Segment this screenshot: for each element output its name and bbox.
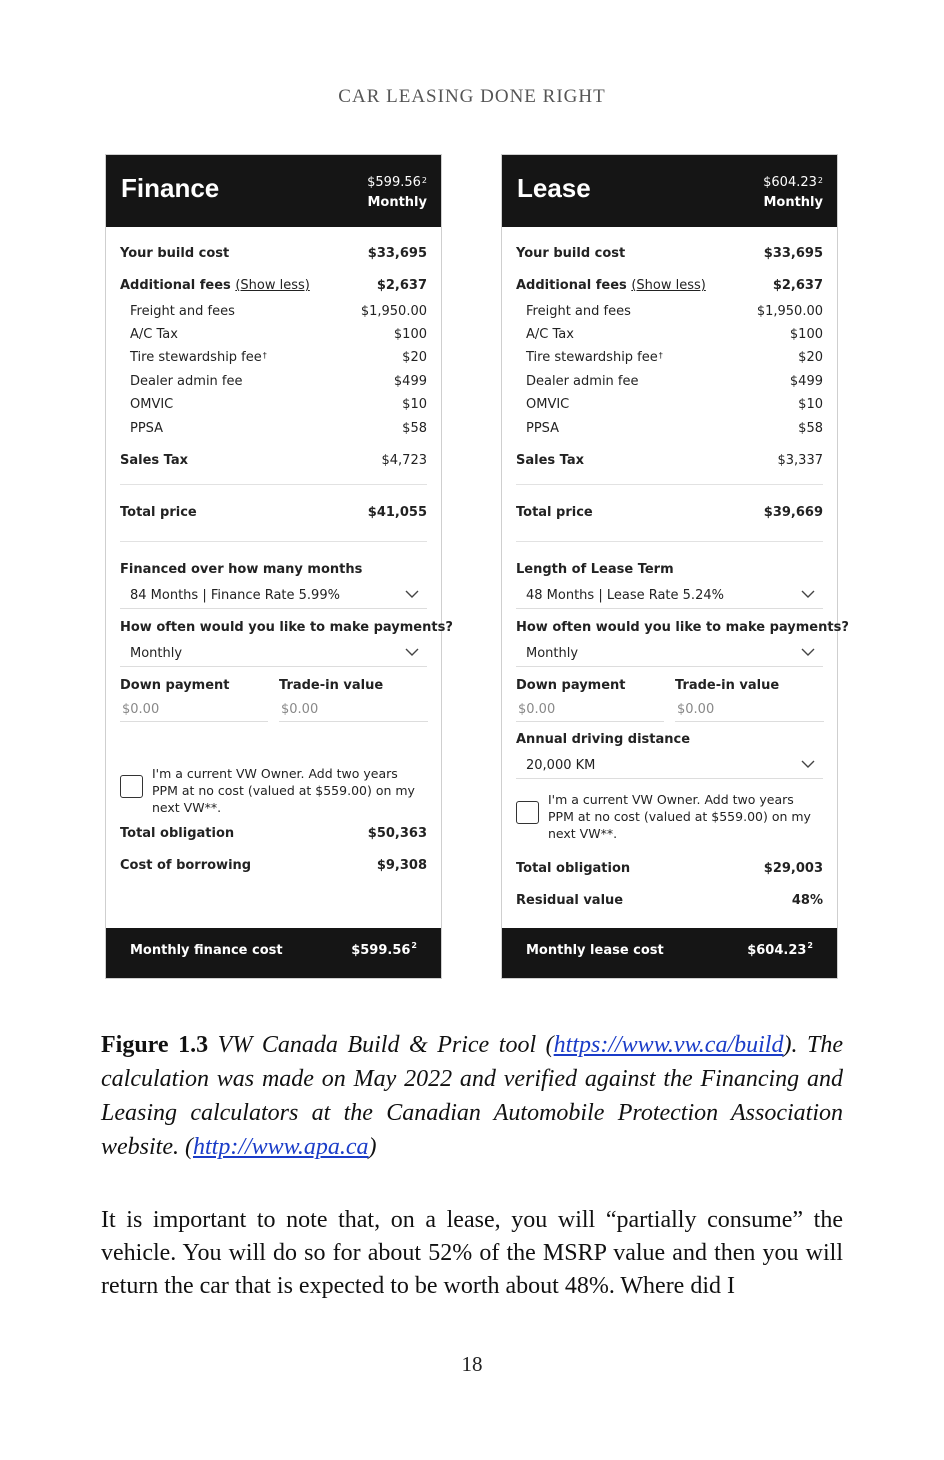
fee-value: $1,950.00 bbox=[360, 304, 427, 319]
frequency-label: How often would you like to make payments? bbox=[516, 620, 849, 635]
divider bbox=[516, 541, 823, 542]
build-cost-value: $33,695 bbox=[763, 246, 823, 261]
chevron-down-icon bbox=[801, 757, 815, 771]
fee-value: $100 bbox=[393, 327, 427, 342]
lease-title: Lease bbox=[517, 173, 591, 203]
finance-footer bbox=[106, 928, 441, 978]
down-payment-label: Down payment bbox=[516, 678, 626, 693]
vw-build-link[interactable]: https://www.vw.ca/build bbox=[553, 1032, 784, 1058]
figure-caption bbox=[101, 1028, 843, 1164]
total-price-row bbox=[516, 503, 823, 523]
lease-period: Monthly bbox=[763, 195, 823, 210]
fee-value: $58 bbox=[798, 421, 823, 436]
additional-fees-value: $2,637 bbox=[376, 278, 427, 293]
show-less-link[interactable]: (Show less) bbox=[235, 278, 310, 293]
total-obligation-value: $29,003 bbox=[763, 861, 823, 876]
additional-fees-label: Additional fees bbox=[516, 278, 627, 293]
caption-text: ) bbox=[368, 1134, 377, 1160]
monthly-cost-label: Monthly lease cost bbox=[526, 943, 664, 958]
finance-panel bbox=[105, 154, 453, 979]
page-number: 18 bbox=[461, 1352, 483, 1376]
total-price-label: Total price bbox=[120, 505, 197, 520]
fee-row bbox=[120, 372, 427, 392]
total-obligation-row bbox=[516, 859, 823, 879]
down-payment-label: Down payment bbox=[120, 678, 230, 693]
total-obligation-value: $50,363 bbox=[367, 826, 427, 841]
build-cost-row bbox=[120, 244, 427, 264]
fee-row bbox=[120, 325, 427, 345]
frequency-label: How often would you like to make payments? bbox=[120, 620, 453, 635]
fee-label: Freight and fees bbox=[526, 304, 631, 319]
fee-label: OMVIC bbox=[526, 397, 570, 412]
total-price-label: Total price bbox=[516, 505, 593, 520]
fee-row bbox=[120, 395, 427, 415]
build-cost-label: Your build cost bbox=[120, 246, 230, 261]
fee-label: PPSA bbox=[526, 421, 560, 436]
build-cost-label: Your build cost bbox=[516, 246, 626, 261]
fee-label: A/C Tax bbox=[130, 327, 178, 342]
divider bbox=[120, 541, 427, 542]
additional-fees-row bbox=[516, 276, 823, 296]
lease-monthly-price: $604.23 bbox=[763, 175, 817, 190]
fee-value: $10 bbox=[798, 397, 823, 412]
fee-value: $20 bbox=[798, 350, 823, 365]
fee-value: $1,950.00 bbox=[756, 304, 823, 319]
caption-text: VW Canada Build & Price tool ( bbox=[217, 1032, 554, 1058]
frequency-select[interactable] bbox=[516, 641, 823, 667]
distance-select[interactable] bbox=[516, 753, 823, 779]
chevron-down-icon bbox=[405, 645, 419, 659]
cost-of-borrowing-value: $9,308 bbox=[376, 858, 427, 873]
fee-label: Freight and fees bbox=[130, 304, 235, 319]
build-cost-row bbox=[516, 244, 823, 264]
fee-label: Dealer admin fee bbox=[130, 374, 243, 389]
fee-value: $58 bbox=[402, 421, 427, 436]
term-label: Length of Lease Term bbox=[516, 562, 674, 577]
finance-header bbox=[106, 155, 441, 227]
sales-tax-row bbox=[120, 451, 427, 471]
term-label: Financed over how many months bbox=[120, 562, 363, 577]
show-less-link[interactable]: (Show less) bbox=[631, 278, 706, 293]
frequency-select-value: Monthly bbox=[526, 646, 579, 661]
fee-value: $20 bbox=[402, 350, 427, 365]
sales-tax-label: Sales Tax bbox=[120, 453, 189, 468]
monthly-cost-value: $604.23 bbox=[747, 943, 807, 958]
total-obligation-label: Total obligation bbox=[516, 861, 631, 876]
down-payment-input[interactable]: $0.00 bbox=[516, 698, 664, 722]
build-cost-value: $33,695 bbox=[367, 246, 427, 261]
total-obligation-row bbox=[120, 824, 427, 844]
sales-tax-value: $4,723 bbox=[381, 453, 427, 468]
lease-header bbox=[502, 155, 837, 227]
fee-label: Tire stewardship fee bbox=[130, 350, 262, 365]
footnote-marker: † bbox=[262, 351, 267, 360]
residual-value-value: 48% bbox=[791, 893, 823, 908]
caption-text: ). The calculation was made on May 2022 and verified against the Financing and Leasing calculators at the Canadian Automobile Protection Association website. ( bbox=[101, 1032, 844, 1160]
fee-row bbox=[120, 302, 427, 322]
chevron-down-icon bbox=[801, 587, 815, 601]
divider bbox=[120, 484, 427, 485]
cost-of-borrowing-row bbox=[120, 856, 427, 876]
fee-row bbox=[120, 419, 427, 439]
lease-header-price bbox=[763, 173, 823, 213]
frequency-select[interactable] bbox=[120, 641, 427, 667]
term-select-value: 84 Months | Finance Rate 5.99% bbox=[130, 588, 340, 603]
finance-period: Monthly bbox=[367, 195, 427, 210]
residual-value-label: Residual value bbox=[516, 893, 624, 908]
distance-select-value: 20,000 KM bbox=[526, 758, 596, 773]
total-price-row bbox=[120, 503, 427, 523]
fee-row bbox=[516, 348, 823, 368]
term-select-value: 48 Months | Lease Rate 5.24% bbox=[526, 588, 724, 603]
fee-row bbox=[516, 325, 823, 345]
trade-in-input[interactable]: $0.00 bbox=[279, 698, 428, 722]
fee-row bbox=[516, 395, 823, 415]
vw-owner-option bbox=[120, 759, 427, 815]
vw-owner-text: I'm a current VW Owner. Add two years PPM at no cost (valued at $559.00) on my next VW**. bbox=[548, 792, 811, 841]
lease-footer bbox=[502, 928, 837, 978]
fee-value: $499 bbox=[789, 374, 823, 389]
residual-value-row bbox=[516, 891, 823, 911]
footnote-marker: 2 bbox=[411, 941, 417, 950]
cost-of-borrowing-label: Cost of borrowing bbox=[120, 858, 252, 873]
monthly-cost-value: $599.56 bbox=[351, 943, 411, 958]
monthly-cost-label: Monthly finance cost bbox=[130, 943, 283, 958]
fee-row bbox=[516, 419, 823, 439]
figure-number: Figure 1.3 bbox=[101, 1032, 209, 1058]
trade-in-label: Trade-in value bbox=[675, 678, 780, 693]
total-obligation-label: Total obligation bbox=[120, 826, 235, 841]
fee-row bbox=[516, 372, 823, 392]
divider bbox=[516, 484, 823, 485]
distance-label: Annual driving distance bbox=[516, 732, 691, 747]
fee-row bbox=[120, 348, 427, 368]
fee-label: Tire stewardship fee bbox=[526, 350, 658, 365]
body-paragraph: It is important to note that, on a lease, you will “partially consume” the vehicle. You will do so for about 52% of the MSRP value and then you will return the car that is expected to be worth about 48%. Where did I bbox=[101, 1207, 843, 1299]
trade-in-label: Trade-in value bbox=[279, 678, 384, 693]
chevron-down-icon bbox=[405, 587, 419, 601]
finance-monthly-price: $599.56 bbox=[367, 175, 421, 190]
fee-label: Dealer admin fee bbox=[526, 374, 639, 389]
additional-fees-label: Additional fees bbox=[120, 278, 231, 293]
apa-link[interactable]: http://www.apa.ca bbox=[192, 1134, 369, 1160]
trade-in-input[interactable]: $0.00 bbox=[675, 698, 824, 722]
finance-header-price bbox=[367, 173, 427, 213]
term-select[interactable] bbox=[516, 583, 823, 609]
lease-panel bbox=[501, 154, 849, 979]
vw-owner-checkbox[interactable] bbox=[516, 801, 539, 824]
additional-fees-row bbox=[120, 276, 427, 296]
fee-label: OMVIC bbox=[130, 397, 174, 412]
footnote-marker: 2 bbox=[807, 941, 813, 950]
footnote-marker: † bbox=[658, 351, 663, 360]
sales-tax-value: $3,337 bbox=[777, 453, 823, 468]
chevron-down-icon bbox=[801, 645, 815, 659]
fee-row bbox=[516, 302, 823, 322]
fee-value: $100 bbox=[789, 327, 823, 342]
footnote-marker: 2 bbox=[817, 176, 823, 185]
frequency-select-value: Monthly bbox=[130, 646, 183, 661]
fee-value: $10 bbox=[402, 397, 427, 412]
footnote-marker: 2 bbox=[421, 176, 427, 185]
total-price-value: $41,055 bbox=[367, 505, 427, 520]
total-price-value: $39,669 bbox=[763, 505, 823, 520]
vw-owner-text: I'm a current VW Owner. Add two years PPM at no cost (valued at $559.00) on my next VW**. bbox=[152, 766, 415, 815]
sales-tax-row bbox=[516, 451, 823, 471]
fee-value: $499 bbox=[393, 374, 427, 389]
finance-title: Finance bbox=[121, 173, 220, 203]
vw-owner-option bbox=[516, 785, 823, 841]
fee-label: A/C Tax bbox=[526, 327, 574, 342]
additional-fees-value: $2,637 bbox=[772, 278, 823, 293]
sales-tax-label: Sales Tax bbox=[516, 453, 585, 468]
running-header: CAR LEASING DONE RIGHT bbox=[338, 86, 606, 107]
term-select[interactable] bbox=[120, 583, 427, 609]
vw-owner-checkbox[interactable] bbox=[120, 775, 143, 798]
down-payment-input[interactable]: $0.00 bbox=[120, 698, 268, 722]
fee-label: PPSA bbox=[130, 421, 164, 436]
